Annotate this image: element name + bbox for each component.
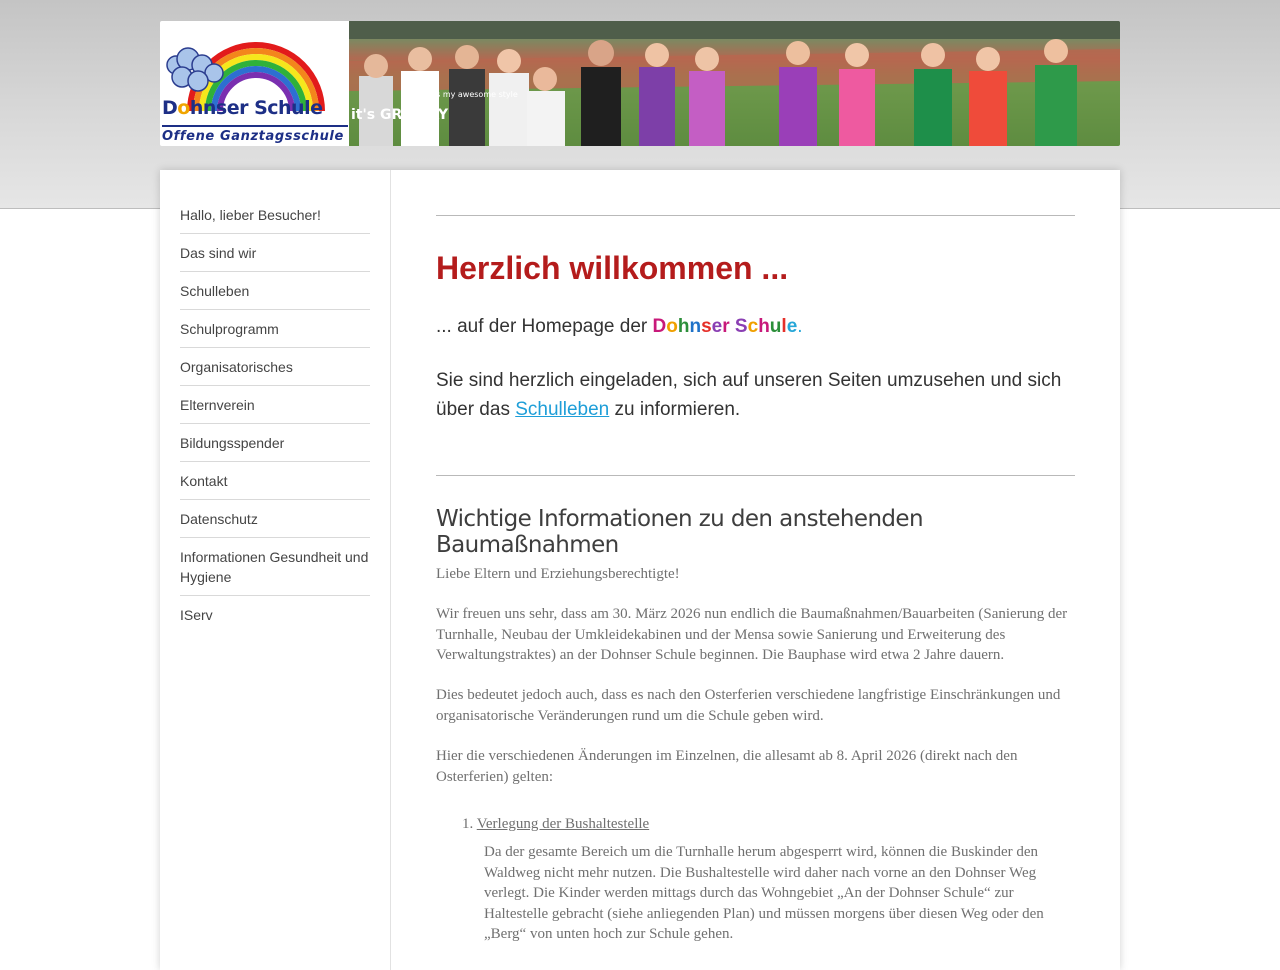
page-title: Herzlich willkommen ... bbox=[436, 250, 789, 286]
header-photo bbox=[349, 21, 1120, 146]
sidebar-navigation bbox=[160, 170, 391, 970]
schulleben-link[interactable]: Schulleben bbox=[515, 399, 610, 420]
nav-item-hallo[interactable]: Hallo, lieber Besucher! bbox=[180, 196, 370, 234]
logo-subtitle: Offene Ganztagsschule bbox=[162, 125, 348, 146]
paragraph-construction: Wir freuen uns sehr, dass am 30. März 2026 nun endlich die Baumaßnahmen/Bauarbeiten (Sanierung der Turnhalle, Neubau der Umkleidekabinen und der Mensa sowie Sanierung und Erweiterung des Verwaltungstraktes) an der Dohnser Schule beginnen. Die Bauphase wird etwa 2 Jahre dauern. bbox=[436, 606, 1068, 663]
children-photo-illustration bbox=[349, 21, 1120, 146]
list-item-text: Da der gesamte Bereich um die Turnhalle herum abgesperrt wird, können die Buskinder den Waldweg nicht mehr nutzen. Die Bushaltestelle wird daher nach vorne an den Dohnser Weg verlegt. Die Kinder werden mittags durch das Wohngebiet „An der Dohnser Schule“ zur Haltestelle gebracht (siehe anliegenden Plan) und müssen morgens über diesen Weg oder den „Berg“ von unten hoch zur Schule gehen. bbox=[484, 844, 1044, 942]
nav-item-kontakt[interactable]: Kontakt bbox=[180, 462, 370, 500]
nav-item-bildungsspender[interactable]: Bildungsspender bbox=[180, 424, 370, 462]
shirt-text-awesome: This is my awesome style bbox=[415, 90, 518, 99]
nav-item-organisatorisches[interactable]: Organisatorisches bbox=[180, 348, 370, 386]
intro-text: ... auf der Homepage der Dohnser Schule. bbox=[436, 316, 803, 337]
nav-item-schulleben[interactable]: Schulleben bbox=[180, 272, 370, 310]
content-card bbox=[160, 170, 1120, 970]
nav-item-gesundheit-hygiene[interactable]: Informationen Gesundheit und Hygiene bbox=[180, 538, 370, 596]
paragraph-greeting: Liebe Eltern und Erziehungsberechtigte! bbox=[436, 566, 680, 582]
logo-title: Dohnser Schule bbox=[162, 97, 323, 119]
header-banner bbox=[160, 21, 1120, 146]
paragraph-restrictions: Dies bedeutet jedoch auch, dass es nach den Osterferien verschiedene langfristige Einschränkungen und organisatorische Veränderungen rund um die Schule geben wird. bbox=[436, 687, 1061, 724]
nav-item-elternverein[interactable]: Elternverein bbox=[180, 386, 370, 424]
divider-middle bbox=[436, 475, 1075, 476]
nav-item-datenschutz[interactable]: Datenschutz bbox=[180, 500, 370, 538]
nav-item-schulprogramm[interactable]: Schulprogramm bbox=[180, 310, 370, 348]
shirt-text-gr8-day: it's GR8 DAY bbox=[351, 107, 449, 123]
divider-top bbox=[436, 215, 1075, 216]
nav-item-iserv[interactable]: IServ bbox=[180, 607, 213, 623]
invite-text: Sie sind herzlich eingeladen, sich auf unseren Seiten umzusehen und sich über das Schulleben zu informieren. bbox=[436, 370, 1062, 420]
nav-list bbox=[180, 196, 370, 633]
section-title: Wichtige Informationen zu den anstehenden Baumaßnahmen bbox=[436, 506, 923, 558]
school-logo[interactable] bbox=[160, 21, 349, 146]
list-item-title: 1. Verlegung der Bushaltestelle bbox=[462, 816, 650, 832]
nav-item-das-sind-wir[interactable]: Das sind wir bbox=[180, 234, 370, 272]
paragraph-changes: Hier die verschiedenen Änderungen im Einzelnen, die allesamt ab 8. April 2026 (direkt nach den Osterferien) gelten: bbox=[436, 748, 1018, 785]
